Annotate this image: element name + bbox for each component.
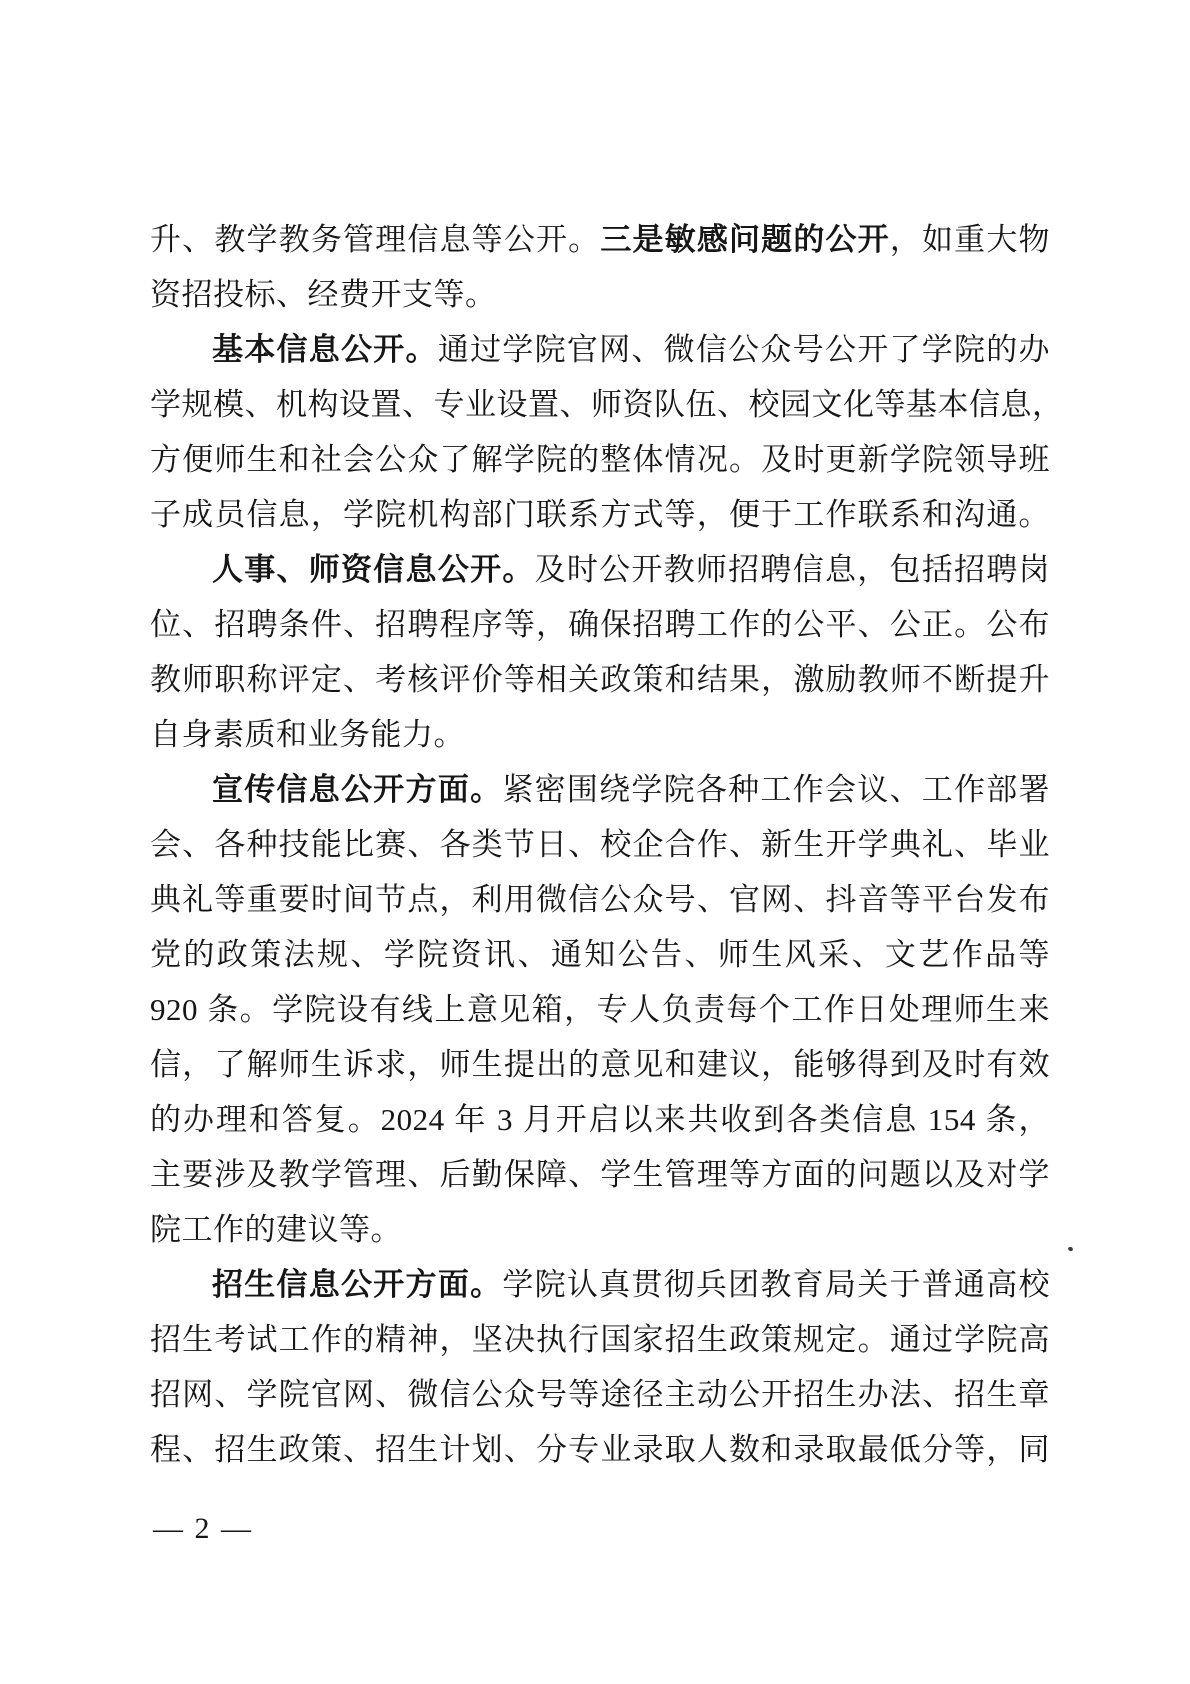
- text-line: [150, 377, 1064, 432]
- inline-bold-phrase: 三是敏感问题的公开: [600, 222, 890, 257]
- section-heading: 人事、师资信息公开。: [212, 552, 535, 587]
- text-line: [150, 762, 1050, 817]
- section-heading: 宣传信息公开方面。: [212, 772, 503, 807]
- page-number: — 2 —: [153, 1512, 253, 1545]
- body-text: 自身素质和业务能力。: [150, 717, 465, 752]
- text-line: [150, 1312, 1050, 1367]
- text-line: [150, 1147, 1050, 1202]
- text-line: [150, 1257, 1050, 1312]
- body-text: ，如重大物: [889, 222, 1051, 257]
- body-text: 子成员信息，学院机构部门联系方式等，便于工作联系和沟通。: [150, 497, 1050, 532]
- text-line: [150, 1202, 1050, 1257]
- body-text: 的办理和答复。2024 年 3 月开启以来共收到各类信息 154 条，: [150, 1102, 1050, 1137]
- body-text: 教师职称评定、考核评价等相关政策和结果，激励教师不断提升: [150, 662, 1050, 697]
- text-line: [150, 707, 1050, 762]
- body-text: 方便师生和社会公众了解学院的整体情况。及时更新学院领导班: [150, 442, 1050, 477]
- section-heading: 基本信息公开。: [212, 332, 438, 367]
- body-text: 及时公开教师招聘信息，包括招聘岗: [534, 552, 1051, 587]
- text-line: [150, 542, 1050, 597]
- text-line: [150, 212, 1050, 267]
- section-heading: 招生信息公开方面。: [212, 1267, 503, 1302]
- body-text: 通过学院官网、微信公众号公开了学院的办: [437, 332, 1051, 367]
- text-line: [150, 322, 1050, 377]
- body-text: 紧密围绕学院各种工作会议、工作部署: [502, 772, 1051, 807]
- body-text: 院工作的建议等。: [150, 1212, 402, 1247]
- text-line: [150, 872, 1050, 927]
- text-line: [150, 1092, 1050, 1147]
- body-text: 信，了解师生诉求，师生提出的意见和建议，能够得到及时有效: [150, 1047, 1050, 1082]
- body-text: 主要涉及教学管理、后勤保障、学生管理等方面的问题以及对学: [150, 1157, 1050, 1192]
- body-text: 程、招生政策、招生计划、分专业录取人数和录取最低分等，同: [150, 1432, 1050, 1467]
- document-body: [150, 212, 1064, 1477]
- body-text: 招生考试工作的精神，坚决执行国家招生政策规定。通过学院高: [150, 1322, 1050, 1357]
- body-text: 升、教学教务管理信息等公开。: [150, 222, 601, 257]
- body-text: 会、各种技能比赛、各类节日、校企合作、新生开学典礼、毕业: [150, 827, 1050, 862]
- body-text: 典礼等重要时间节点，利用微信公众号、官网、抖音等平台发布: [150, 882, 1050, 917]
- text-line: [150, 1367, 1050, 1422]
- body-text: 党的政策法规、学院资讯、通知公告、师生风采、文艺作品等: [150, 937, 1050, 972]
- text-line: [150, 597, 1050, 652]
- text-line: [150, 927, 1050, 982]
- text-line: [150, 487, 1050, 542]
- body-text: 资招投标、经费开支等。: [150, 277, 497, 312]
- text-line: [150, 1422, 1050, 1477]
- text-line: [150, 982, 1050, 1037]
- text-line: [150, 432, 1050, 487]
- body-text: 学规模、机构设置、专业设置、师资队伍、校园文化等基本信息，: [150, 387, 1064, 422]
- scan-artifact-dot: [1067, 1246, 1073, 1252]
- text-line: [150, 817, 1050, 872]
- body-text: 920 条。学院设有线上意见箱，专人负责每个工作日处理师生来: [150, 992, 1050, 1027]
- body-text: 招网、学院官网、微信公众号等途径主动公开招生办法、招生章: [150, 1377, 1050, 1412]
- text-line: [150, 1037, 1050, 1092]
- body-text: 位、招聘条件、招聘程序等，确保招聘工作的公平、公正。公布: [150, 607, 1050, 642]
- body-text: 学院认真贯彻兵团教育局关于普通高校: [502, 1267, 1051, 1302]
- text-line: [150, 652, 1050, 707]
- text-line: [150, 267, 1050, 322]
